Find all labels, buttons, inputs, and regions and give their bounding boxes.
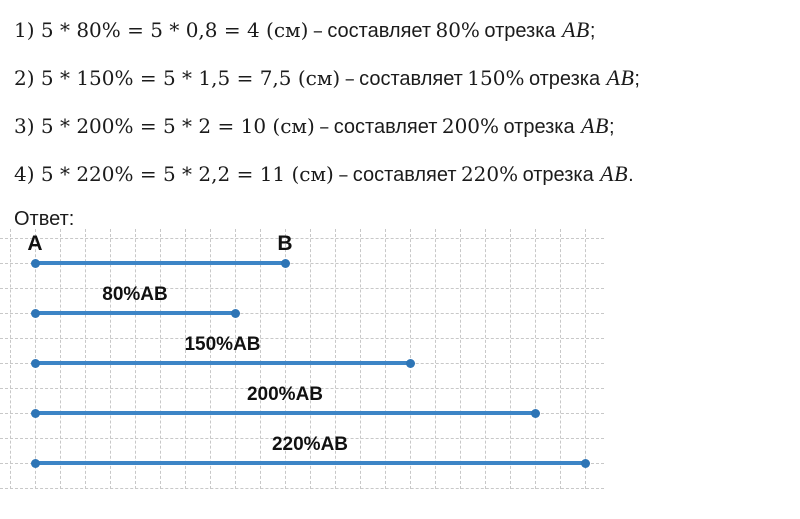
grid-line-vertical — [10, 229, 11, 489]
grid-line-vertical — [360, 229, 361, 489]
segment-endpoint-dot — [31, 309, 40, 318]
segment-endpoint-dot — [281, 259, 290, 268]
diagram — [0, 229, 604, 489]
segment-label: 80%AB — [102, 284, 168, 305]
grid-line-vertical — [385, 229, 386, 489]
segment-name-ab: AB — [606, 65, 635, 90]
step-text: отрезка — [528, 68, 601, 90]
solution-line-1 — [14, 16, 640, 46]
grid-line-vertical — [435, 229, 436, 489]
dash: – — [344, 66, 355, 90]
grid-line-vertical — [510, 229, 511, 489]
grid-line-vertical — [560, 229, 561, 489]
segment-endpoint-dot — [31, 459, 40, 468]
punctuation: ; — [634, 68, 640, 90]
solution-line-3 — [14, 112, 640, 142]
percent-value: 220% — [460, 162, 519, 186]
segment-label: 150%AB — [184, 334, 261, 355]
segment-line — [35, 311, 235, 315]
grid-line-vertical — [585, 229, 586, 489]
grid-line-vertical — [185, 229, 186, 489]
formula-text: 4) 5 * 220% = 5 * 2,2 = 11 (см) — [14, 162, 334, 186]
segment-label: 220%AB — [271, 434, 349, 455]
segment-line — [35, 411, 535, 415]
grid-line-vertical — [210, 229, 211, 489]
grid-line-vertical — [110, 229, 111, 489]
segment-endpoint-dot — [531, 409, 540, 418]
segment-label: 200%AB — [246, 384, 324, 405]
grid-line-vertical — [60, 229, 61, 489]
punctuation: ; — [608, 116, 615, 138]
segment-name-ab: AB — [581, 113, 609, 138]
grid-line-horizontal — [0, 338, 604, 339]
answer-label: Ответ: — [14, 208, 75, 230]
percent-value: 200% — [441, 114, 500, 138]
segment-endpoint-dot — [406, 359, 415, 368]
segment-endpoint-dot — [31, 259, 40, 268]
grid-line-vertical — [160, 229, 161, 489]
step-text: составляет — [333, 116, 438, 138]
grid-line-vertical — [260, 229, 261, 489]
formula-text: 3) 5 * 200% = 5 * 2 = 10 (см) — [14, 114, 315, 138]
grid-line-horizontal — [0, 238, 604, 239]
grid-line-horizontal — [0, 488, 604, 489]
segment-line — [35, 261, 285, 265]
formula-text: 1) 5 * 80% = 5 * 0,8 = 4 (см) — [14, 18, 309, 42]
step-text: отрезка — [522, 164, 594, 186]
segment-name-ab: AB — [561, 17, 590, 42]
point-b-label: B — [277, 232, 293, 255]
segment-endpoint-dot — [581, 459, 590, 468]
step-text: составляет — [352, 164, 457, 186]
segment-endpoint-dot — [231, 309, 240, 318]
grid-line-vertical — [485, 229, 486, 489]
dash: – — [338, 162, 349, 186]
grid-line-vertical — [85, 229, 86, 489]
grid-line-vertical — [135, 229, 136, 489]
dash: – — [312, 18, 323, 42]
solution-line-2 — [14, 64, 640, 94]
percent-value: 80% — [435, 18, 480, 42]
formula-text: 2) 5 * 150% = 5 * 1,5 = 7,5 (см) — [14, 66, 341, 90]
segment-line — [35, 461, 585, 465]
step-text: отрезка — [503, 116, 575, 138]
segment-endpoint-dot — [31, 359, 40, 368]
grid-line-vertical — [235, 229, 236, 489]
step-text: составляет — [327, 20, 432, 42]
solution-line-4 — [14, 160, 640, 190]
step-text: составляет — [359, 68, 463, 90]
solution-steps — [14, 16, 640, 231]
dash: – — [319, 114, 330, 138]
grid-line-vertical — [460, 229, 461, 489]
punctuation: ; — [589, 20, 596, 42]
grid-line-vertical — [535, 229, 536, 489]
percent-value: 150% — [467, 66, 525, 90]
segment-line — [35, 361, 410, 365]
segment-name-ab: AB — [600, 161, 629, 186]
segment-endpoint-dot — [31, 409, 40, 418]
grid-line-horizontal — [0, 288, 604, 289]
punctuation: . — [628, 164, 634, 186]
step-text: отрезка — [484, 20, 556, 42]
point-a-label: A — [27, 232, 43, 255]
